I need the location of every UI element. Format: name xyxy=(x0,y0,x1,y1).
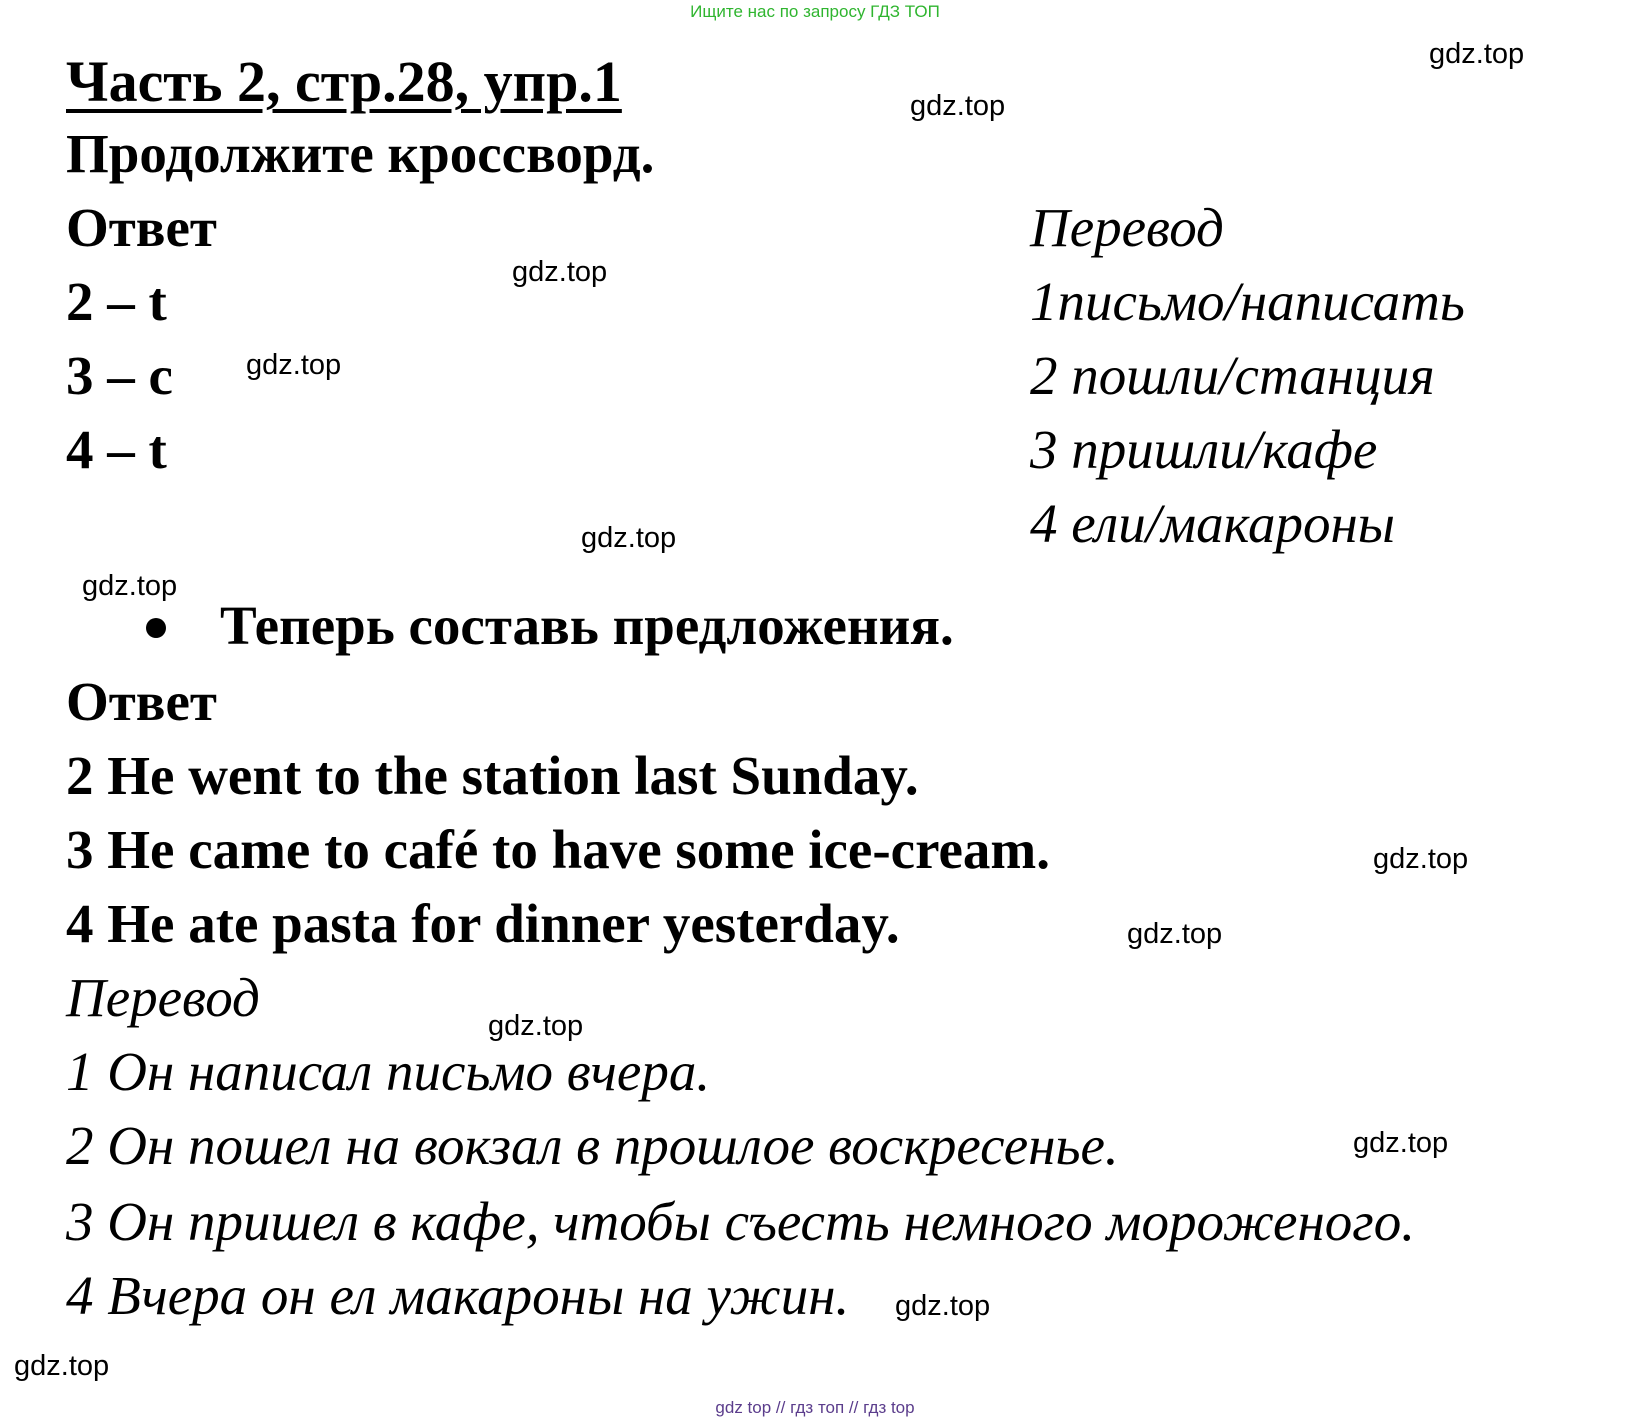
watermark: gdz.top xyxy=(14,1350,110,1382)
task-text: Продолжите кроссворд. xyxy=(66,123,655,184)
sentence-item: 4 He ate pasta for dinner yesterday. xyxy=(66,893,900,954)
sentence-translation: 1 Он написал письмо вчера. xyxy=(66,1041,711,1102)
watermark: gdz.top xyxy=(82,570,178,602)
answer-label: Ответ xyxy=(66,671,217,732)
watermark: gdz.top xyxy=(1373,843,1469,875)
watermark: gdz.top xyxy=(910,90,1006,122)
bullet-icon xyxy=(146,618,166,638)
translation-label: Перевод xyxy=(66,967,260,1028)
watermark: gdz.top xyxy=(512,256,608,288)
translation-item: 4 ели/макароны xyxy=(1030,493,1396,554)
translation-label: Перевод xyxy=(1030,197,1224,258)
answer-item: 3 – c xyxy=(66,345,173,406)
sentence-item: 2 He went to the station last Sunday. xyxy=(66,745,919,806)
watermark: gdz.top xyxy=(1353,1127,1449,1159)
translation-item: 3 пришли/кафе xyxy=(1030,419,1378,480)
watermark: gdz.top xyxy=(581,522,677,554)
answer-item: 4 – t xyxy=(66,419,167,480)
watermark: gdz.top xyxy=(246,349,342,381)
sentence-translation: 3 Он пришел в кафе, чтобы съесть немного мороженого. xyxy=(66,1191,1415,1252)
sentence-translation: 4 Вчера он ел макароны на ужин. xyxy=(66,1265,850,1326)
sentence-translation: 2 Он пошел на вокзал в прошлое воскресенье. xyxy=(66,1115,1119,1176)
watermark: gdz.top xyxy=(488,1010,584,1042)
translation-item: 1письмо/написать xyxy=(1030,271,1465,332)
answer-item: 2 – t xyxy=(66,271,167,332)
watermark: gdz.top xyxy=(1127,918,1223,950)
bottom-banner[interactable]: gdz top // гдз топ // гдз top xyxy=(715,1398,915,1417)
watermark: gdz.top xyxy=(895,1290,991,1322)
translation-item: 2 пошли/станция xyxy=(1030,345,1435,406)
sentence-item: 3 He came to café to have some ice-cream. xyxy=(66,819,1050,880)
bullet-task-text: Теперь составь предложения. xyxy=(220,595,954,656)
answer-label: Ответ xyxy=(66,197,217,258)
watermark: gdz.top xyxy=(1429,38,1525,70)
top-banner[interactable]: Ищите нас по запросу ГДЗ ТОП xyxy=(690,2,940,21)
page-title: Часть 2, стр.28, упр.1 xyxy=(66,49,622,114)
